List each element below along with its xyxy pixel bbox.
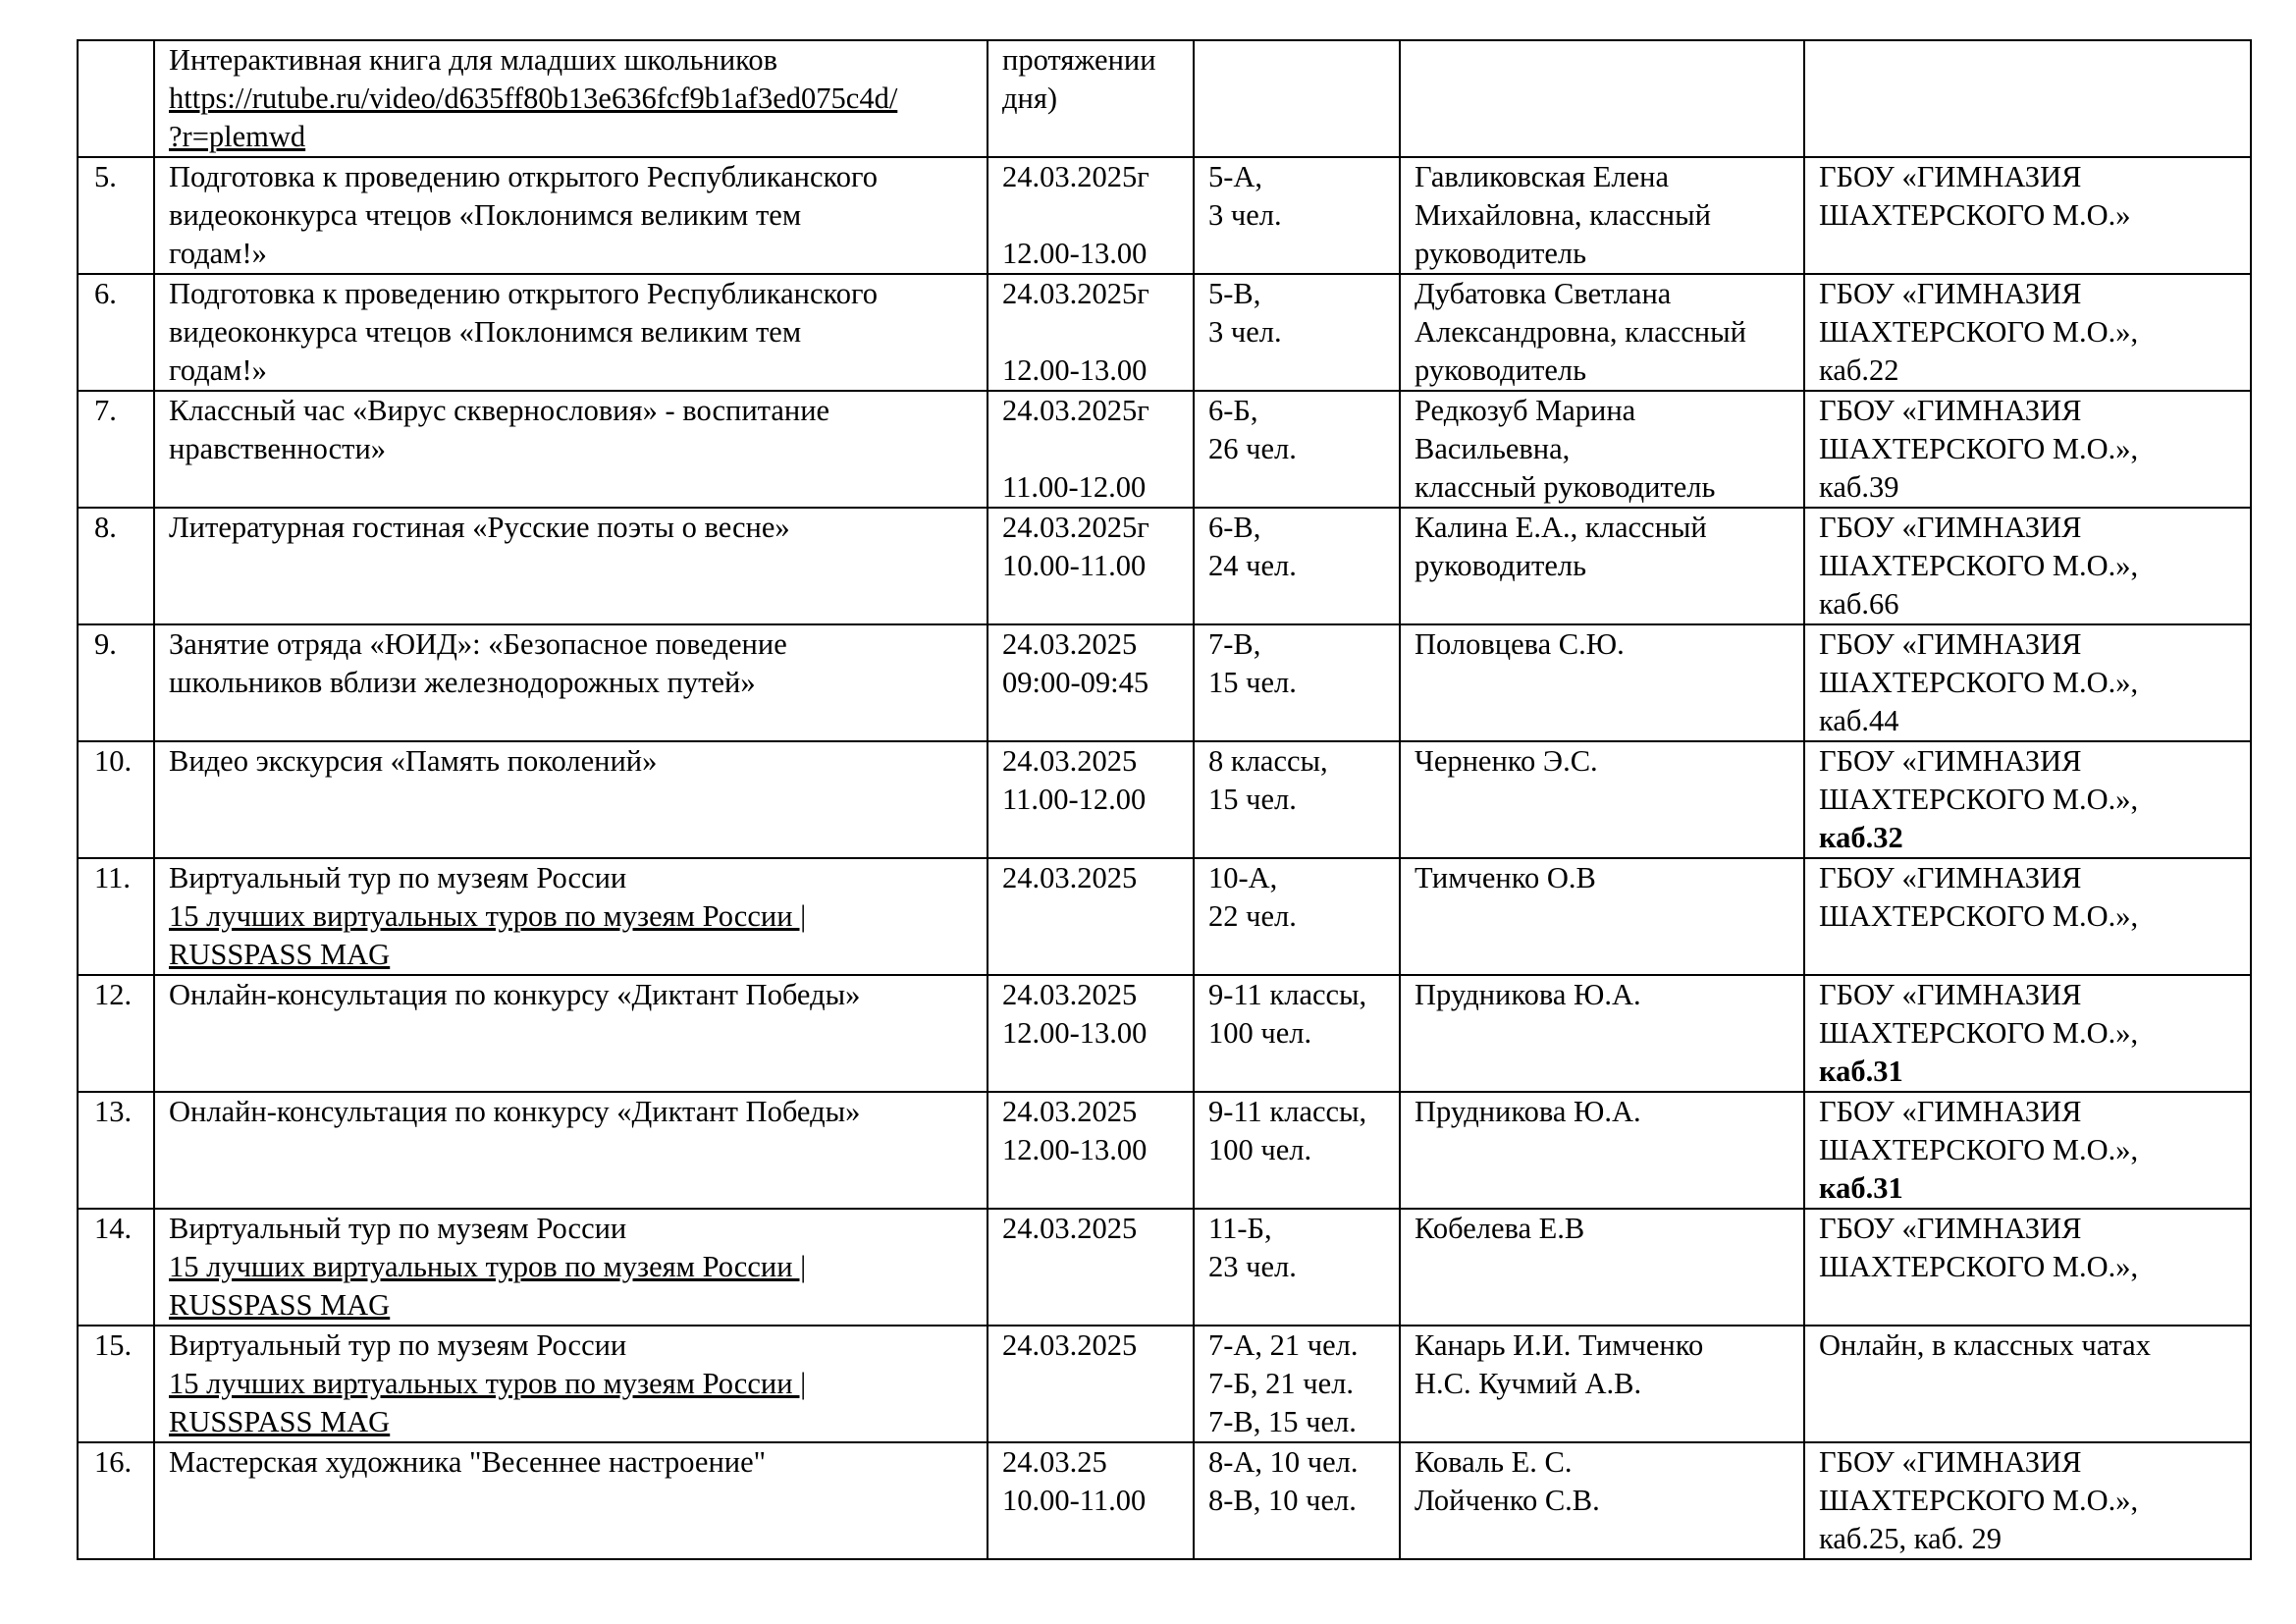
date-line: 24.03.2025 — [1002, 1328, 1138, 1362]
responsible-cell — [1400, 157, 1804, 274]
date-cell — [988, 391, 1194, 508]
row-number-cell — [78, 858, 154, 975]
class-cell — [1194, 1092, 1400, 1209]
responsible-line: руководитель — [1415, 353, 1587, 387]
responsible-line: Н.С. Кучмий А.В. — [1415, 1367, 1642, 1400]
class-line: 9-11 классы, — [1208, 1095, 1367, 1128]
date-line — [1002, 430, 1193, 468]
date-cell — [988, 975, 1194, 1092]
table-row — [78, 1442, 2251, 1559]
row-number: 10. — [94, 744, 133, 778]
table-row — [78, 157, 2251, 274]
class-line: 9-11 классы, — [1208, 978, 1367, 1011]
responsible-cell — [1400, 858, 1804, 975]
class-cell — [1194, 157, 1400, 274]
date-cell — [988, 858, 1194, 975]
row-number: 15. — [94, 1328, 133, 1362]
event-line: Виртуальный тур по музеям России — [169, 1328, 627, 1362]
event-link[interactable]: RUSSPASS MAG — [169, 938, 391, 971]
place-line: ГБОУ «ГИМНАЗИЯ — [1819, 394, 2082, 427]
date-cell — [988, 274, 1194, 391]
row-number: 16. — [94, 1445, 133, 1479]
date-cell — [988, 741, 1194, 858]
place-cell — [1804, 1209, 2251, 1326]
class-line: 11-Б, — [1208, 1212, 1272, 1245]
place-cell — [1804, 624, 2251, 741]
responsible-cell — [1400, 1209, 1804, 1326]
place-line: ГБОУ «ГИМНАЗИЯ — [1819, 160, 2082, 193]
class-line: 23 чел. — [1208, 1250, 1297, 1283]
event-link[interactable]: 15 лучших виртуальных туров по музеям России | — [169, 899, 807, 933]
row-number: 12. — [94, 978, 133, 1011]
responsible-line: Канарь И.И. Тимченко — [1415, 1328, 1704, 1362]
event-link[interactable]: 15 лучших виртуальных туров по музеям России | — [169, 1367, 807, 1400]
class-line: 15 чел. — [1208, 783, 1297, 816]
event-line: Виртуальный тур по музеям России — [169, 1212, 627, 1245]
place-line: ШАХТЕРСКОГО М.О.», — [1819, 666, 2139, 699]
table-row — [78, 858, 2251, 975]
place-line: каб.31 — [1819, 1171, 1903, 1205]
event-cell — [154, 157, 988, 274]
table-row — [78, 624, 2251, 741]
date-line: 24.03.2025 — [1002, 744, 1138, 778]
date-line — [1002, 196, 1193, 235]
place-cell — [1804, 858, 2251, 975]
event-link[interactable]: RUSSPASS MAG — [169, 1405, 391, 1438]
responsible-line: Васильевна, — [1415, 432, 1571, 465]
event-link[interactable]: ?r=plemwd — [169, 120, 306, 153]
event-line: Мастерская художника "Весеннее настроение" — [169, 1445, 767, 1479]
date-line — [1002, 313, 1193, 352]
date-line: 10.00-11.00 — [1002, 1484, 1147, 1517]
class-line: 8-В, 10 чел. — [1208, 1484, 1357, 1517]
row-number-cell — [78, 157, 154, 274]
class-line: 15 чел. — [1208, 666, 1297, 699]
place-line: каб.25, каб. 29 — [1819, 1522, 2002, 1555]
date-line: 24.03.2025г — [1002, 160, 1149, 193]
date-line: 24.03.2025 — [1002, 1212, 1138, 1245]
row-number: 11. — [94, 861, 131, 894]
row-number: 9. — [94, 627, 117, 661]
place-line: ГБОУ «ГИМНАЗИЯ — [1819, 277, 2082, 310]
table-row — [78, 1092, 2251, 1209]
event-line: видеоконкурса чтецов «Поклонимся великим тем — [169, 198, 802, 232]
table-row — [78, 40, 2251, 157]
place-cell — [1804, 40, 2251, 157]
responsible-line: Михайловна, классный — [1415, 198, 1711, 232]
row-number-cell — [78, 624, 154, 741]
row-number-cell — [78, 1209, 154, 1326]
date-line: дня) — [1002, 81, 1058, 115]
place-line: каб.66 — [1819, 587, 1899, 621]
event-line: Занятие отряда «ЮИД»: «Безопасное поведение — [169, 627, 787, 661]
event-line: видеоконкурса чтецов «Поклонимся великим тем — [169, 315, 802, 349]
row-number: 7. — [94, 394, 117, 427]
row-number-cell — [78, 975, 154, 1092]
responsible-line: Александровна, классный — [1415, 315, 1746, 349]
responsible-line: Гавликовская Елена — [1415, 160, 1670, 193]
event-cell — [154, 624, 988, 741]
place-line: ГБОУ «ГИМНАЗИЯ — [1819, 1212, 2082, 1245]
table-row — [78, 508, 2251, 624]
class-line: 6-Б, — [1208, 394, 1258, 427]
place-line: ГБОУ «ГИМНАЗИЯ — [1819, 1095, 2082, 1128]
class-cell — [1194, 274, 1400, 391]
responsible-cell — [1400, 274, 1804, 391]
date-line: 24.03.2025 — [1002, 861, 1138, 894]
date-cell — [988, 1326, 1194, 1442]
table-row — [78, 274, 2251, 391]
row-number-cell — [78, 391, 154, 508]
row-number-cell — [78, 40, 154, 157]
responsible-line: руководитель — [1415, 549, 1587, 582]
place-line: ШАХТЕРСКОГО М.О.», — [1819, 783, 2139, 816]
event-line: Интерактивная книга для младших школьников — [169, 43, 778, 77]
responsible-line: Коваль Е. С. — [1415, 1445, 1573, 1479]
place-line: каб.31 — [1819, 1055, 1903, 1088]
class-line: 24 чел. — [1208, 549, 1297, 582]
place-cell — [1804, 1092, 2251, 1209]
event-cell — [154, 391, 988, 508]
responsible-cell — [1400, 1326, 1804, 1442]
responsible-line: Дубатовка Светлана — [1415, 277, 1672, 310]
event-line: Видео экскурсия «Память поколений» — [169, 744, 658, 778]
event-link[interactable]: https://rutube.ru/video/d635ff80b13e636fcf9b1af3ed075c4d/ — [169, 81, 898, 115]
responsible-cell — [1400, 1092, 1804, 1209]
place-line: ШАХТЕРСКОГО М.О.» — [1819, 198, 2131, 232]
row-number: 6. — [94, 277, 117, 310]
event-line: Онлайн-консультация по конкурсу «Диктант Победы» — [169, 1095, 861, 1128]
class-line: 3 чел. — [1208, 198, 1282, 232]
row-number-cell — [78, 274, 154, 391]
event-cell — [154, 274, 988, 391]
responsible-line: руководитель — [1415, 237, 1587, 270]
place-line: ГБОУ «ГИМНАЗИЯ — [1819, 1445, 2082, 1479]
event-line: Онлайн-консультация по конкурсу «Диктант Победы» — [169, 978, 861, 1011]
date-line: 12.00-13.00 — [1002, 237, 1148, 270]
place-cell — [1804, 391, 2251, 508]
responsible-line: Кобелева Е.В — [1415, 1212, 1585, 1245]
responsible-line: Прудникова Ю.А. — [1415, 1095, 1641, 1128]
responsible-cell — [1400, 741, 1804, 858]
date-line: 09:00-09:45 — [1002, 666, 1149, 699]
row-number-cell — [78, 1326, 154, 1442]
event-line: годам!» — [169, 353, 267, 387]
place-line: ШАХТЕРСКОГО М.О.», — [1819, 899, 2139, 933]
place-cell — [1804, 274, 2251, 391]
event-cell — [154, 508, 988, 624]
event-cell — [154, 1092, 988, 1209]
event-line: Подготовка к проведению открытого Республиканского — [169, 277, 879, 310]
class-line: 26 чел. — [1208, 432, 1297, 465]
place-line: ГБОУ «ГИМНАЗИЯ — [1819, 511, 2082, 544]
place-line: ГБОУ «ГИМНАЗИЯ — [1819, 744, 2082, 778]
table-row — [78, 1209, 2251, 1326]
row-number-cell — [78, 508, 154, 624]
event-cell — [154, 1442, 988, 1559]
place-line: ШАХТЕРСКОГО М.О.», — [1819, 1250, 2139, 1283]
place-cell — [1804, 1326, 2251, 1442]
class-line: 7-В, 15 чел. — [1208, 1405, 1357, 1438]
event-line: Литературная гостиная «Русские поэты о весне» — [169, 511, 790, 544]
class-cell — [1194, 858, 1400, 975]
event-line: Виртуальный тур по музеям России — [169, 861, 627, 894]
date-line: 24.03.25 — [1002, 1445, 1107, 1479]
place-line: ШАХТЕРСКОГО М.О.», — [1819, 1133, 2139, 1166]
place-cell — [1804, 157, 2251, 274]
responsible-cell — [1400, 624, 1804, 741]
table-body — [78, 40, 2251, 1559]
row-number-cell — [78, 1092, 154, 1209]
place-line: ШАХТЕРСКОГО М.О.», — [1819, 1484, 2139, 1517]
class-line: 22 чел. — [1208, 899, 1297, 933]
date-cell — [988, 508, 1194, 624]
class-line: 3 чел. — [1208, 315, 1282, 349]
date-line: протяжении — [1002, 43, 1156, 77]
date-line: 24.03.2025г — [1002, 277, 1149, 310]
event-cell — [154, 40, 988, 157]
event-link[interactable]: 15 лучших виртуальных туров по музеям России | — [169, 1250, 807, 1283]
event-line: годам!» — [169, 237, 267, 270]
event-line: нравственности» — [169, 432, 387, 465]
date-line: 12.00-13.00 — [1002, 1016, 1148, 1050]
place-cell — [1804, 975, 2251, 1092]
class-line: 6-В, — [1208, 511, 1261, 544]
place-line: ГБОУ «ГИМНАЗИЯ — [1819, 978, 2082, 1011]
responsible-line: Лойченко С.В. — [1415, 1484, 1600, 1517]
class-line: 7-Б, 21 чел. — [1208, 1367, 1355, 1400]
event-cell — [154, 975, 988, 1092]
date-line: 12.00-13.00 — [1002, 353, 1148, 387]
responsible-cell — [1400, 1442, 1804, 1559]
table-row — [78, 391, 2251, 508]
table-row — [78, 975, 2251, 1092]
class-cell — [1194, 391, 1400, 508]
class-line: 100 чел. — [1208, 1133, 1312, 1166]
place-line: каб.22 — [1819, 353, 1899, 387]
event-line: школьников вблизи железнодорожных путей» — [169, 666, 756, 699]
class-cell — [1194, 40, 1400, 157]
place-line: ШАХТЕРСКОГО М.О.», — [1819, 432, 2139, 465]
place-line: каб.39 — [1819, 470, 1899, 504]
class-line: 8 классы, — [1208, 744, 1328, 778]
date-cell — [988, 157, 1194, 274]
event-link[interactable]: RUSSPASS MAG — [169, 1288, 391, 1322]
date-line: 24.03.2025г — [1002, 511, 1149, 544]
class-line: 7-А, 21 чел. — [1208, 1328, 1359, 1362]
date-line: 24.03.2025г — [1002, 394, 1149, 427]
class-cell — [1194, 975, 1400, 1092]
place-line: каб.32 — [1819, 821, 1903, 854]
responsible-line: Калина Е.А., классный — [1415, 511, 1707, 544]
date-cell — [988, 624, 1194, 741]
responsible-cell — [1400, 40, 1804, 157]
responsible-line: классный руководитель — [1415, 470, 1716, 504]
responsible-line: Тимченко О.В — [1415, 861, 1596, 894]
date-cell — [988, 40, 1194, 157]
date-line: 11.00-12.00 — [1002, 470, 1147, 504]
class-line: 10-А, — [1208, 861, 1278, 894]
class-cell — [1194, 508, 1400, 624]
date-cell — [988, 1092, 1194, 1209]
table-row — [78, 1326, 2251, 1442]
place-line: ШАХТЕРСКОГО М.О.», — [1819, 549, 2139, 582]
responsible-line: Черненко Э.С. — [1415, 744, 1598, 778]
date-line: 24.03.2025 — [1002, 1095, 1138, 1128]
date-line: 24.03.2025 — [1002, 627, 1138, 661]
date-line: 12.00-13.00 — [1002, 1133, 1148, 1166]
event-cell — [154, 858, 988, 975]
place-line: ШАХТЕРСКОГО М.О.», — [1819, 1016, 2139, 1050]
place-line: ШАХТЕРСКОГО М.О.», — [1819, 315, 2139, 349]
responsible-line: Половцева С.Ю. — [1415, 627, 1625, 661]
event-line: Классный час «Вирус сквернословия» - воспитание — [169, 394, 830, 427]
class-line: 5-В, — [1208, 277, 1261, 310]
event-cell — [154, 741, 988, 858]
row-number-cell — [78, 1442, 154, 1559]
responsible-line: Редкозуб Марина — [1415, 394, 1636, 427]
responsible-cell — [1400, 391, 1804, 508]
date-cell — [988, 1209, 1194, 1326]
class-line: 100 чел. — [1208, 1016, 1312, 1050]
class-line: 8-А, 10 чел. — [1208, 1445, 1359, 1479]
place-line: ГБОУ «ГИМНАЗИЯ — [1819, 627, 2082, 661]
class-cell — [1194, 624, 1400, 741]
date-line: 10.00-11.00 — [1002, 549, 1147, 582]
table-row — [78, 741, 2251, 858]
class-cell — [1194, 741, 1400, 858]
place-line: каб.44 — [1819, 704, 1899, 737]
row-number: 8. — [94, 511, 117, 544]
responsible-cell — [1400, 508, 1804, 624]
place-cell — [1804, 741, 2251, 858]
responsible-cell — [1400, 975, 1804, 1092]
event-line: Подготовка к проведению открытого Республиканского — [169, 160, 879, 193]
class-line: 5-А, — [1208, 160, 1263, 193]
row-number-cell — [78, 741, 154, 858]
class-cell — [1194, 1209, 1400, 1326]
date-line: 24.03.2025 — [1002, 978, 1138, 1011]
row-number: 5. — [94, 160, 117, 193]
date-cell — [988, 1442, 1194, 1559]
date-line: 11.00-12.00 — [1002, 783, 1147, 816]
place-line: ГБОУ «ГИМНАЗИЯ — [1819, 861, 2082, 894]
row-number: 13. — [94, 1095, 133, 1128]
row-number: 14. — [94, 1212, 133, 1245]
class-cell — [1194, 1442, 1400, 1559]
event-cell — [154, 1209, 988, 1326]
responsible-line: Прудникова Ю.А. — [1415, 978, 1641, 1011]
place-cell — [1804, 1442, 2251, 1559]
class-cell — [1194, 1326, 1400, 1442]
place-cell — [1804, 508, 2251, 624]
class-line: 7-В, — [1208, 627, 1261, 661]
event-cell — [154, 1326, 988, 1442]
place-line: Онлайн, в классных чатах — [1819, 1328, 2151, 1362]
events-table — [77, 39, 2252, 1560]
